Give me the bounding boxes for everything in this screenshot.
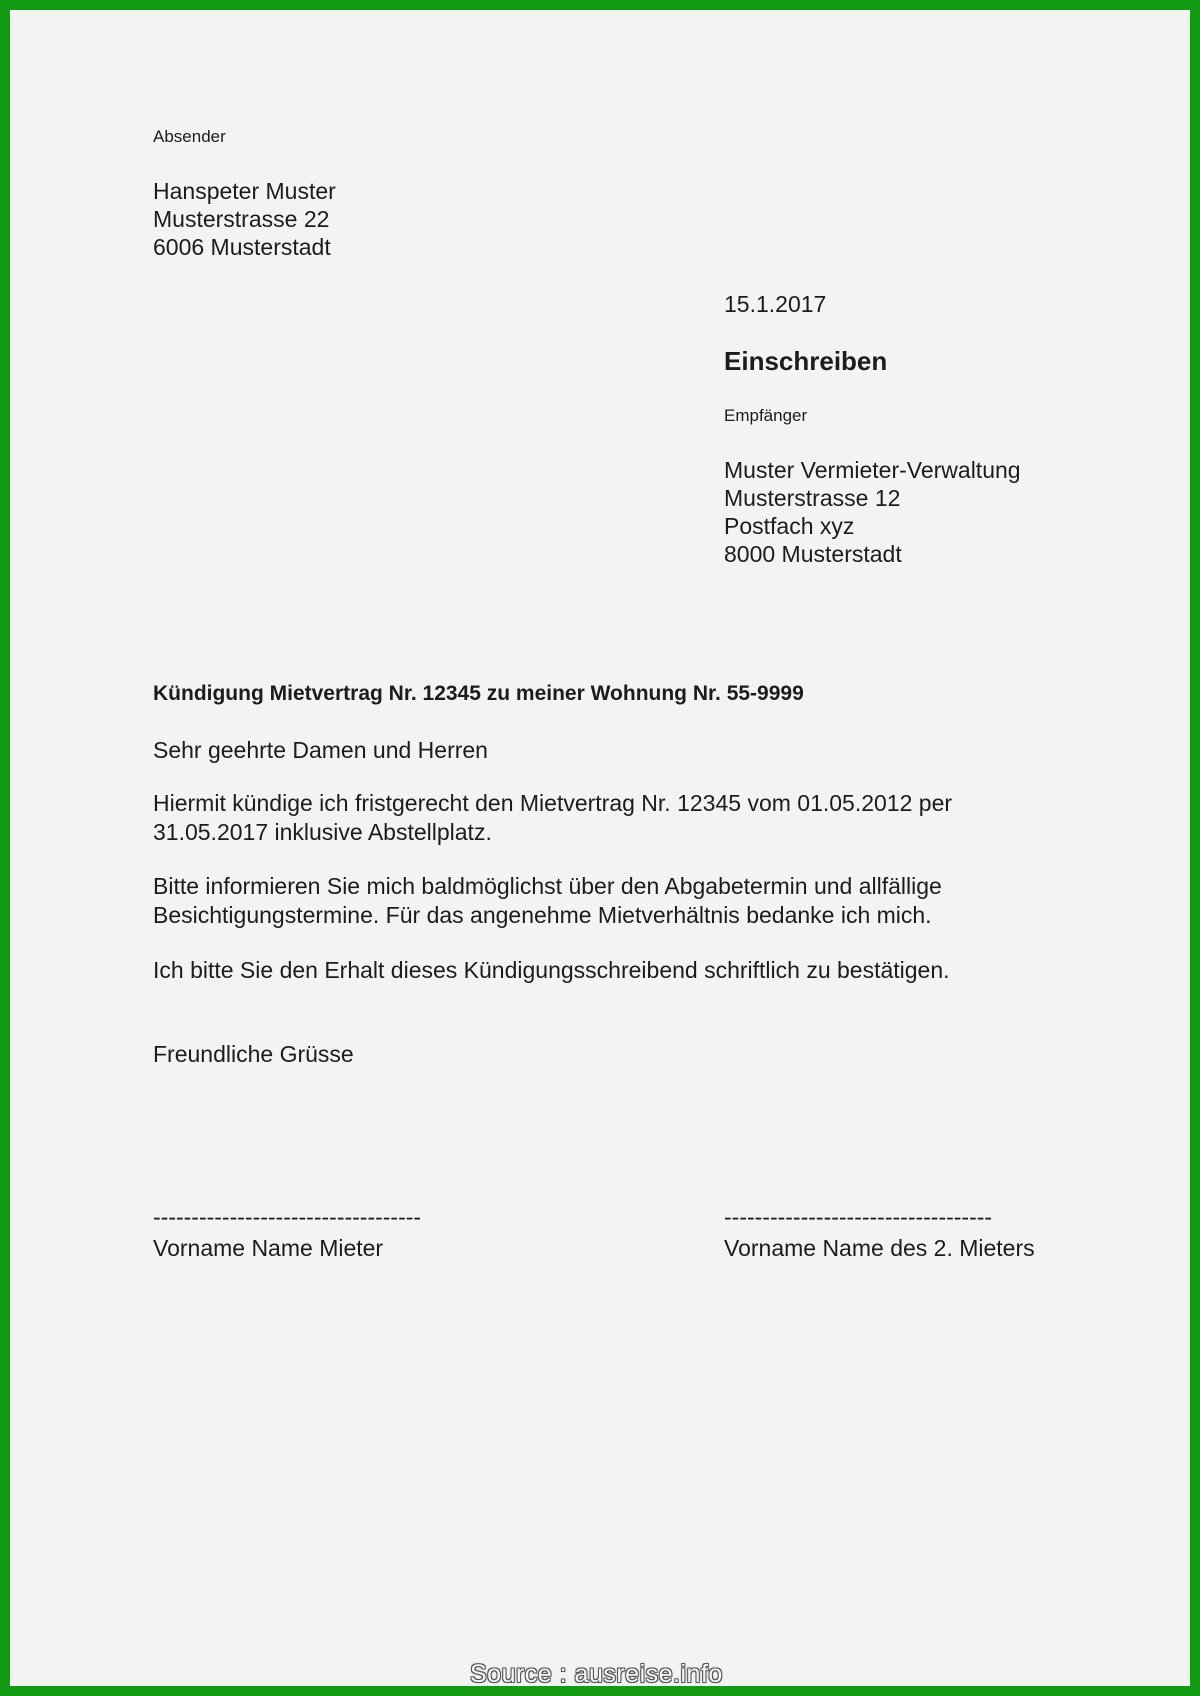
paragraph-1: [153, 789, 952, 847]
signature-name-1: Vorname Name Mieter: [153, 1235, 384, 1261]
paragraph-line: 31.05.2017 inklusive Abstellplatz.: [153, 819, 492, 845]
salutation: Sehr geehrte Damen und Herren: [153, 737, 488, 763]
sender-address: [153, 177, 336, 261]
paragraph-line: Besichtigungstermine. Für das angenehme Mietverhältnis bedanke ich mich.: [153, 902, 932, 928]
recipient-label: Empfänger: [724, 406, 808, 425]
recipient-line: Muster Vermieter-Verwaltung: [724, 457, 1021, 483]
sender-line: Hanspeter Muster: [153, 178, 336, 204]
letter-subject: Kündigung Mietvertrag Nr. 12345 zu meiner Wohnung Nr. 55-9999: [153, 682, 804, 705]
mail-type-heading: Einschreiben: [724, 346, 888, 376]
signature-line-1: -----------------------------------: [153, 1204, 422, 1230]
recipient-line: Postfach xyz: [724, 513, 855, 539]
signature-line-2: -----------------------------------: [724, 1204, 993, 1230]
paragraph-3: [153, 956, 950, 985]
sender-line: 6006 Musterstadt: [153, 234, 331, 260]
recipient-line: Musterstrasse 12: [724, 485, 901, 511]
source-watermark: Source : ausreise.info: [470, 1660, 723, 1688]
closing: Freundliche Grüsse: [153, 1041, 354, 1067]
paragraph-line: Hiermit kündige ich fristgerecht den Mietvertrag Nr. 12345 vom 01.05.2012 per: [153, 790, 953, 816]
recipient-address: [724, 456, 1021, 568]
sender-line: Musterstrasse 22: [153, 206, 330, 232]
sender-label: Absender: [153, 127, 226, 146]
paragraph-line: Bitte informieren Sie mich baldmöglichst über den Abgabetermin und allfällige: [153, 873, 942, 899]
letter-date: 15.1.2017: [724, 291, 827, 317]
paragraph-line: Ich bitte Sie den Erhalt dieses Kündigungsschreibend schriftlich zu bestätigen.: [153, 957, 950, 983]
paragraph-2: [153, 872, 942, 930]
recipient-line: 8000 Musterstadt: [724, 541, 902, 567]
signature-name-2: Vorname Name des 2. Mieters: [724, 1235, 1035, 1261]
